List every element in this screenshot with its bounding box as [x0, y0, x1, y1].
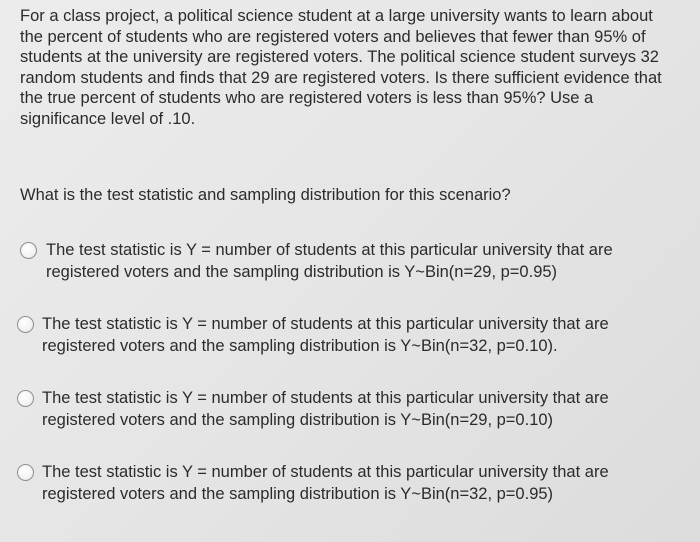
radio-button-icon[interactable] [17, 316, 34, 333]
answer-option-label[interactable]: The test statistic is Y = number of students at this particular university that are registered voters and the sampling distribution is Y~Bin(n=32, p=0.95) [42, 463, 609, 503]
radio-button-icon[interactable] [20, 242, 37, 259]
answer-option-label[interactable]: The test statistic is Y = number of students at this particular university that are registered voters and the sampling distribution is Y~Bin(n=32, p=0.10). [42, 315, 609, 355]
question-text: What is the test statistic and sampling distribution for this scenario? [20, 186, 511, 204]
radio-button-icon[interactable] [17, 464, 34, 481]
answer-option-label[interactable]: The test statistic is Y = number of students at this particular university that are registered voters and the sampling distribution is Y~Bin(n=29, p=0.10) [42, 389, 609, 429]
problem-prompt: For a class project, a political science student at a large university wants to learn about the percent of students who are registered voters and believes that fewer than 95% of students at the university are registered voters. The political science student surveys 32 random students and finds that 29 are registered voters. Is there sufficient evidence that the true percent of students who are registered voters is less than 95%? Use a significance level of .10. [20, 7, 662, 128]
radio-button-icon[interactable] [17, 390, 34, 407]
answer-option-label[interactable]: The test statistic is Y = number of students at this particular university that are registered voters and the sampling distribution is Y~Bin(n=29, p=0.95) [46, 241, 613, 281]
